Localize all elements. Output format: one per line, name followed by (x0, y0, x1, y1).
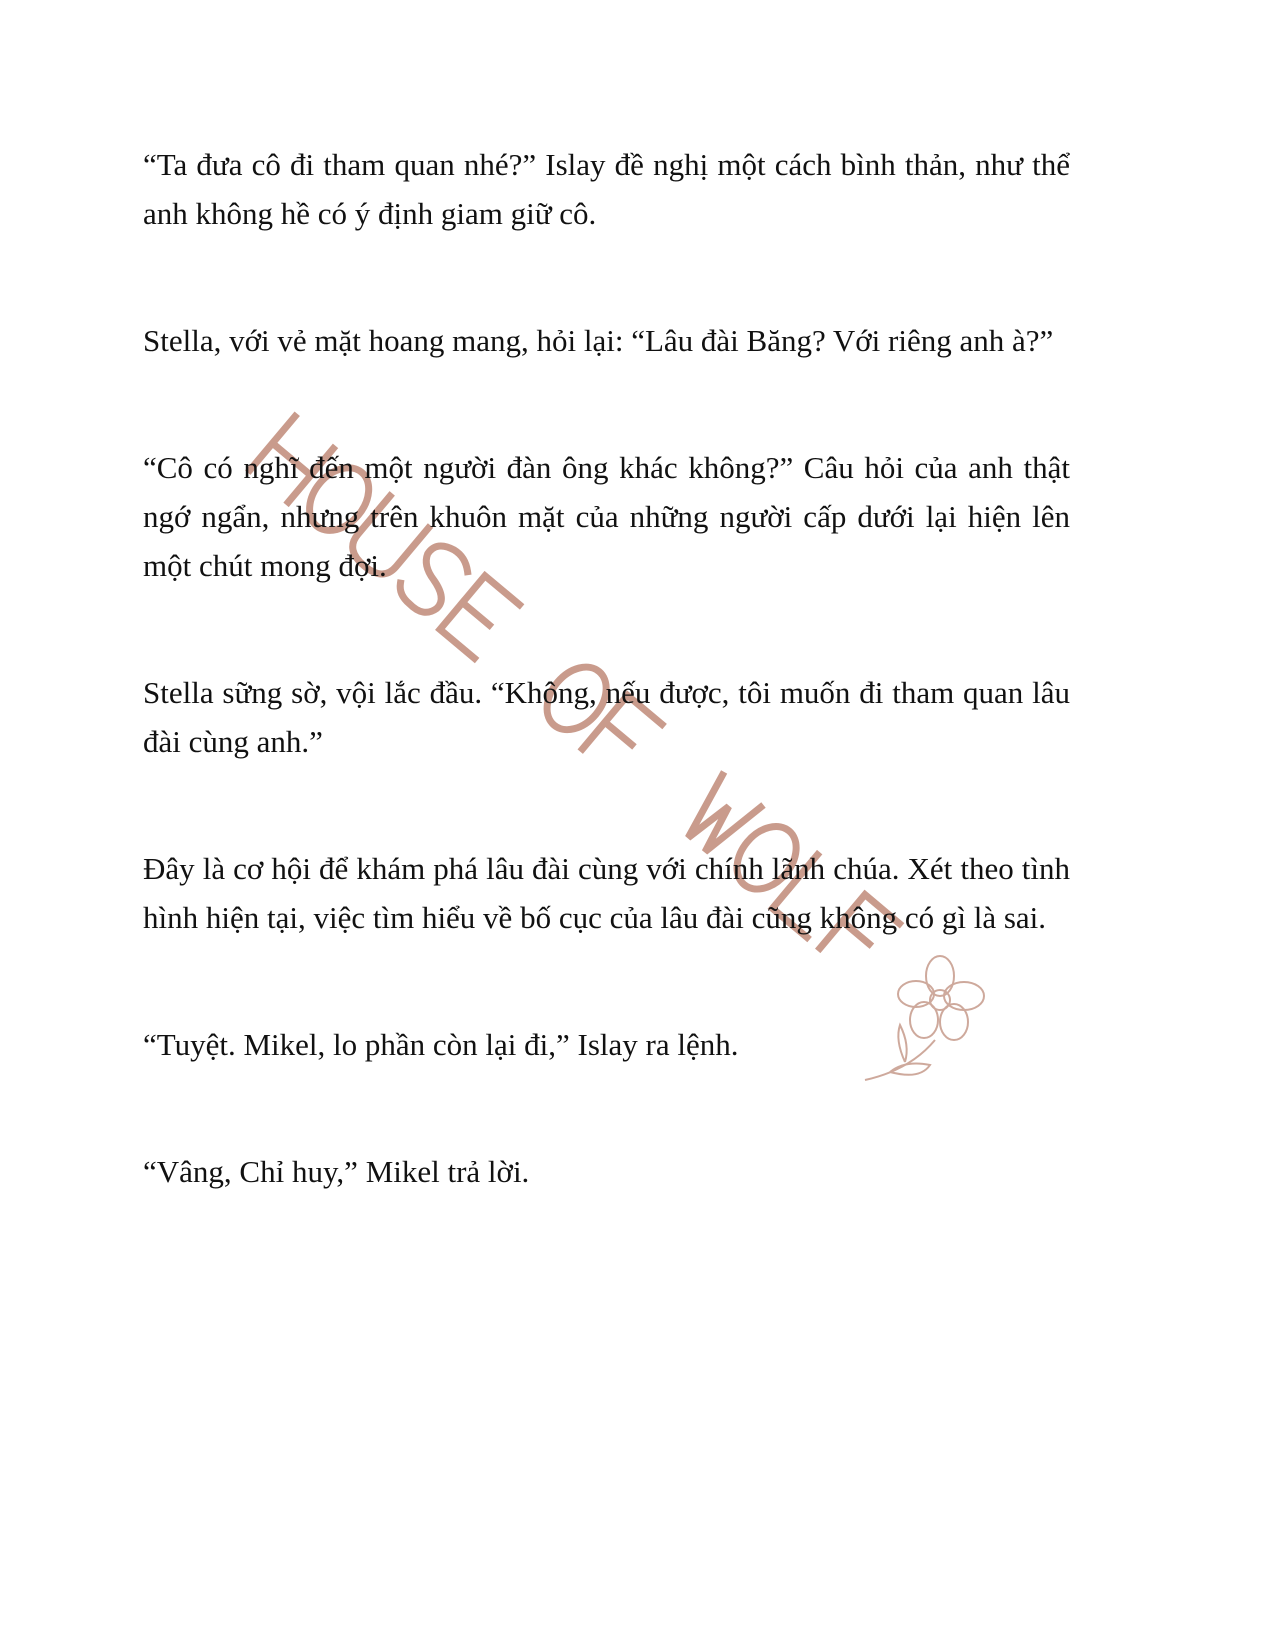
paragraph: Stella, với vẻ mặt hoang mang, hỏi lại: “Lâu đài Băng? Với riêng anh à?” (143, 323, 1054, 358)
paragraph: “Vâng, Chỉ huy,” Mikel trả lời. (143, 1154, 530, 1189)
document-body (143, 140, 1070, 1274)
paragraph: “Cô có nghĩ đến một người đàn ông khác không?” Câu hỏi của anh thật ngớ ngẩn, nhưng trên khuôn mặt của những người cấp dưới lại hiện lên một chút mong đợi. (143, 450, 1070, 583)
paragraph: Stella sững sờ, vội lắc đầu. “Không, nếu được, tôi muốn đi tham quan lâu đài cùng anh.” (143, 675, 1070, 759)
paragraph: “Tuyệt. Mikel, lo phần còn lại đi,” Islay ra lệnh. (143, 1027, 739, 1062)
paragraph: Đây là cơ hội để khám phá lâu đài cùng với chính lãnh chúa. Xét theo tình hình hiện tại, việc tìm hiểu về bố cục của lâu đài cũng không có gì là sai. (143, 851, 1070, 935)
paragraph: “Ta đưa cô đi tham quan nhé?” Islay đề nghị một cách bình thản, như thể anh không hề có ý định giam giữ cô. (143, 147, 1070, 231)
